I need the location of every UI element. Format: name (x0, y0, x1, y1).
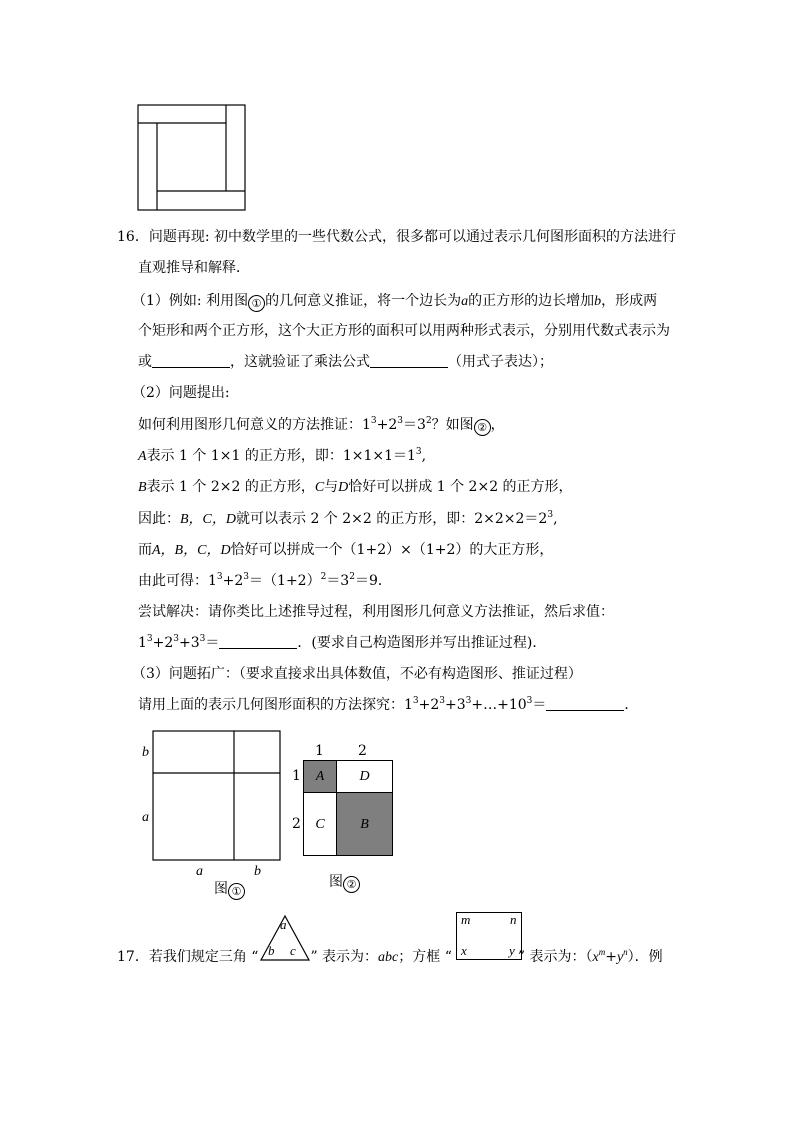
figure-1-label-b-left: b (142, 745, 149, 760)
q16-part2-line-2: A表示 1 个 1×1 的正方形，即：$1\times 1\times 1=1^3$, (138, 447, 427, 464)
pinwheel-square-figure (137, 104, 247, 212)
q16-part2-line-1: 如何利用图形几何意义的方法推证：$1^3+2^3=3^2$？如图 ② ， (138, 416, 505, 434)
q16-part3-line-1: 请用上面的表示几何图形面积的方法探究：$1^3+2^3+3^3+\dots+10^3=$ ． (138, 696, 639, 713)
q16-try-equation: $1^3+2^3+3^3=$ ．(要求自己构造图形并写出推证过程)． (138, 634, 547, 651)
figure-2-left-label-1: 1 (292, 768, 301, 784)
figure-2-cell-a: A (303, 760, 337, 793)
q17-line: 17．若我们规定三角 “ ” 表示为：abc；方框 “ ” 表示为：$(x^m+y^n)$．例 (117, 947, 663, 965)
answer-blank-2[interactable] (370, 353, 448, 368)
frame-label-m: m (461, 912, 471, 927)
figure-1-caption: 图 ① (214, 880, 245, 900)
figure-2-caption: 图 ② (329, 873, 360, 893)
answer-blank-3[interactable] (219, 634, 297, 649)
q16-part1-line-1: （1）例如: 利用图 ① 的几何意义推证，将一个边长为a的正方形的边长增加b，形成两 (132, 293, 658, 310)
figure-2-left-label-2: 2 (292, 816, 301, 832)
q16-part2-line-4: 因此：B，C，D就可以表示 2 个 2×2 的正方形，即：$2\times 2\times 2=2^3$, (138, 510, 558, 527)
figure-2-top-label-1: 1 (315, 743, 324, 759)
circled-one-icon: ① (228, 883, 245, 900)
figure-2-cell-d: D (336, 760, 393, 793)
figure-2-cell-c: C (303, 792, 337, 856)
figure-1-label-a-left: a (142, 810, 149, 825)
q16-part1-line-2: 个矩形和两个正方形，这个大正方形的面积可以用两种形式表示，分别用代数式表示为 (138, 323, 670, 339)
circled-one-icon: ① (248, 295, 265, 312)
triangle-label-c: c (290, 943, 296, 958)
q16-part3-label: （3）问题拓广：（要求直接求出具体数值，不必有构造图形、推证过程） (132, 666, 582, 682)
figure-1-label-b-bottom: b (254, 864, 261, 879)
q16-part2-label: （2）问题提出: (132, 385, 230, 401)
circled-two-icon: ② (474, 419, 491, 436)
figure-2-cell-b: B (336, 792, 393, 856)
figure-1-square (152, 730, 282, 862)
circled-two-icon: ② (343, 876, 360, 893)
q17-number: 17． (117, 949, 149, 965)
figure-1-label-a-bottom: a (196, 864, 203, 879)
q16-line-2: 直观推导和解释． (138, 260, 250, 276)
figure-2-top-label-2: 2 (358, 743, 367, 759)
answer-blank-1[interactable] (152, 353, 230, 368)
q16-part2-line-5: 而A，B，C，D恰好可以拼成一个（1+2）×（1+2）的大正方形， (138, 542, 554, 558)
q16-line-1: 16．问题再现: 初中数学里的一些代数公式，很多都可以通过表示几何图形面积的方法进行 (117, 229, 676, 245)
triangle-label-a: a (280, 917, 287, 932)
answer-blank-4[interactable] (546, 696, 624, 711)
q16-part2-line-6: 由此可得：$1^3+2^3=(1+2)^2=3^2=9$． (138, 572, 392, 589)
frame-label-n: n (510, 912, 517, 927)
frame-label-y: y (509, 943, 515, 958)
frame-label-x: x (461, 943, 467, 958)
q16-part2-line-3: B表示 1 个 2×2 的正方形，C与D恰好可以拼成 1 个 2×2 的正方形， (138, 479, 573, 495)
q16-part1-line-3: 或 ，这就验证了乘法公式 （用式子表达）； (138, 354, 553, 370)
q16-try-line: 尝试解决：请你类比上述推导过程，利用图形几何意义方法推证，然后求值： (138, 604, 614, 620)
triangle-label-b: b (268, 943, 275, 958)
q16-number: 16． (117, 229, 149, 245)
